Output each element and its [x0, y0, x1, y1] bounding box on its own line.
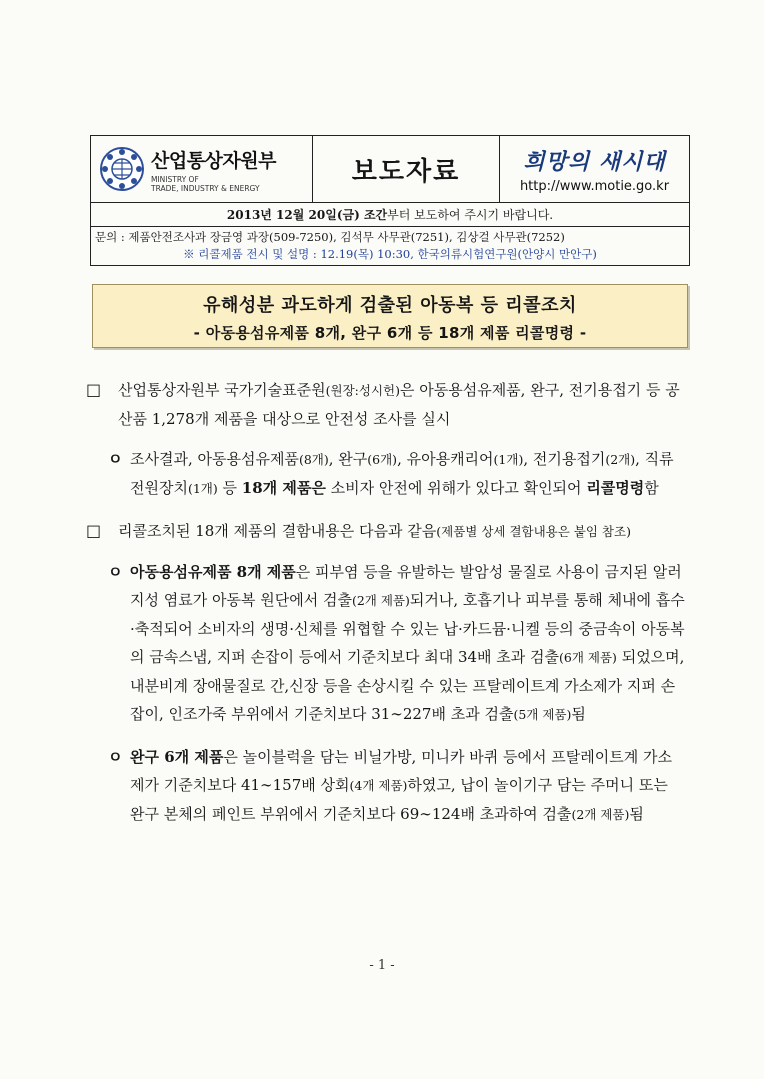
paragraph-2-sub-1 — [86, 558, 686, 729]
paragraph-2 — [86, 517, 686, 546]
p1s-e: , 직류전원장치 — [130, 450, 674, 497]
ministry-name-en-line2: TRADE, INDUSTRY & ENERGY — [151, 183, 260, 193]
p2s2-s2: (2개 제품) — [571, 807, 630, 822]
p2s1-s2: (6개 제품) — [559, 650, 617, 665]
embargo-text: 부터 보도하여 주시기 바랍니다. — [387, 208, 554, 222]
p1s-g: 소비자 안전에 위해가 있다고 확인되어 — [325, 479, 587, 497]
headline-sub: - 아동용섬유제품 8개, 완구 6개 등 18개 제품 리콜명령 - — [193, 324, 587, 342]
paragraph-1 — [86, 376, 686, 433]
p2s2-c: 됨 — [629, 805, 644, 823]
embargo-line — [91, 203, 689, 227]
p1s-d: , 전기용접기 — [523, 450, 606, 468]
p1s-bold1: 18개 제품은 — [241, 479, 326, 497]
p1-text-a: 산업통상자원부 국가기술표준원 — [118, 381, 326, 399]
p2s2-bold: 완구 6개 제품 — [130, 748, 224, 766]
paragraph-2-sub-2 — [86, 743, 686, 829]
ministry-emblem-icon — [99, 146, 145, 192]
p2s2-s1: (4개 제품) — [349, 778, 408, 793]
body-content — [86, 376, 686, 843]
circle-bullet-icon: ㅇ — [108, 563, 123, 581]
p1s-s4: (2개) — [605, 452, 636, 467]
p2s1-a: 은 피부염 등을 유발하는 발암성 물질로 사용이 금지된 알러지성 염료가 아동복 원단에서 검출 — [130, 563, 682, 609]
p2-text-a: 리콜조치된 18개 제품의 결함내용은 다음과 같음 — [118, 522, 437, 540]
square-bullet-icon: □ — [86, 380, 102, 399]
p2s1-c: 되었으며, 내분비계 장애물질로 간,신장 등을 손상시킬 수 있는 프탈레이트계 가소제가 지퍼 손잡이, 인조가죽 부위에서 기준치보다 31∼227배 초과 검출 — [130, 648, 685, 723]
p1s-s3: (1개) — [493, 452, 524, 467]
p1s-bold2: 리콜명령 — [586, 479, 645, 497]
doc-type-title: 보도자료 — [313, 136, 500, 202]
ministry-name-en — [151, 175, 276, 193]
p1s-s2: (6개) — [367, 452, 398, 467]
circle-bullet-icon: ㅇ — [108, 748, 123, 766]
headline-main: 유해성분 과도하게 검출된 아동복 등 리콜조치 — [203, 295, 577, 316]
slogan-text: 희망의 새시대 — [523, 148, 666, 175]
p2s2-a: 은 놀이블럭을 담는 비닐가방, 미니카 바퀴 등에서 프탈레이트계 가소제가 기준치보다 41∼157배 상회 — [130, 748, 672, 794]
recall-display-note: ※ 리콜제품 전시 및 설명 : 12.19(목) 10:30, 한국의류시험연구원(안양시 만안구) — [183, 247, 597, 261]
p1s-s1: (8개) — [298, 452, 329, 467]
press-release-header — [90, 135, 690, 266]
website-url[interactable]: http://www.motie.go.kr — [519, 178, 670, 194]
circle-bullet-icon: ㅇ — [108, 450, 123, 468]
square-bullet-icon: □ — [86, 521, 102, 540]
contact-line: 문의 : 제품안전조사과 장금영 과장(509-7250), 김석무 사무관(7251), 김상걸 사무관(7252) — [95, 230, 565, 244]
p1s-a: 조사결과, 아동용섬유제품 — [130, 450, 299, 468]
p1s-b: , 완구 — [328, 450, 368, 468]
p2s1-d: 됨 — [571, 705, 586, 723]
page-number: - 1 - — [369, 958, 395, 973]
p1-text-b: 은 아동용섬유제품, 완구, 전기용접기 등 공산품 1,278개 제품을 대상으로 안전성 조사를 실시 — [118, 381, 680, 428]
p2s1-bold: 아동용섬유제품 8개 제품 — [130, 563, 296, 581]
paragraph-1-sub — [86, 445, 686, 503]
slogan-block — [500, 136, 689, 202]
p1s-c: , 유아용캐리어 — [397, 450, 494, 468]
p2s1-s1: (2개 제품) — [351, 593, 410, 608]
p2s2-b: 하였고, 납이 놀이기구 담는 주머니 또는 완구 본체의 페인트 부위에서 기준치보다 69∼124배 초과하여 검출 — [130, 776, 668, 823]
ministry-logo-block — [91, 136, 313, 202]
ministry-name-ko: 산업통상자원부 — [151, 149, 276, 172]
p1s-s5: (1개) — [187, 481, 218, 496]
p1-small: (원장:성시헌) — [325, 383, 400, 398]
p2s1-s3: (5개 제품) — [513, 707, 572, 722]
p1s-h: 함 — [644, 479, 659, 497]
p2-small: (제품별 상세 결함내용은 붙임 참조) — [436, 524, 631, 539]
headline-box — [92, 284, 688, 348]
ministry-name-en-line1: MINISTRY OF — [151, 174, 199, 184]
header-top-row — [91, 136, 689, 203]
embargo-date: 2013년 12월 20일(금) 조간 — [226, 208, 388, 222]
p1s-f: 등 — [217, 479, 242, 497]
p2s1-b: 되거나, 호흡기나 피부를 통해 체내에 흡수·축적되어 소비자의 생명·신체를 위협할 수 있는 납·카드뮴·니켈 등의 중금속이 아동복의 금속스냅, 지퍼 손잡이 등에서 기준치보다 최대 34배 초과 검출 — [130, 591, 685, 666]
